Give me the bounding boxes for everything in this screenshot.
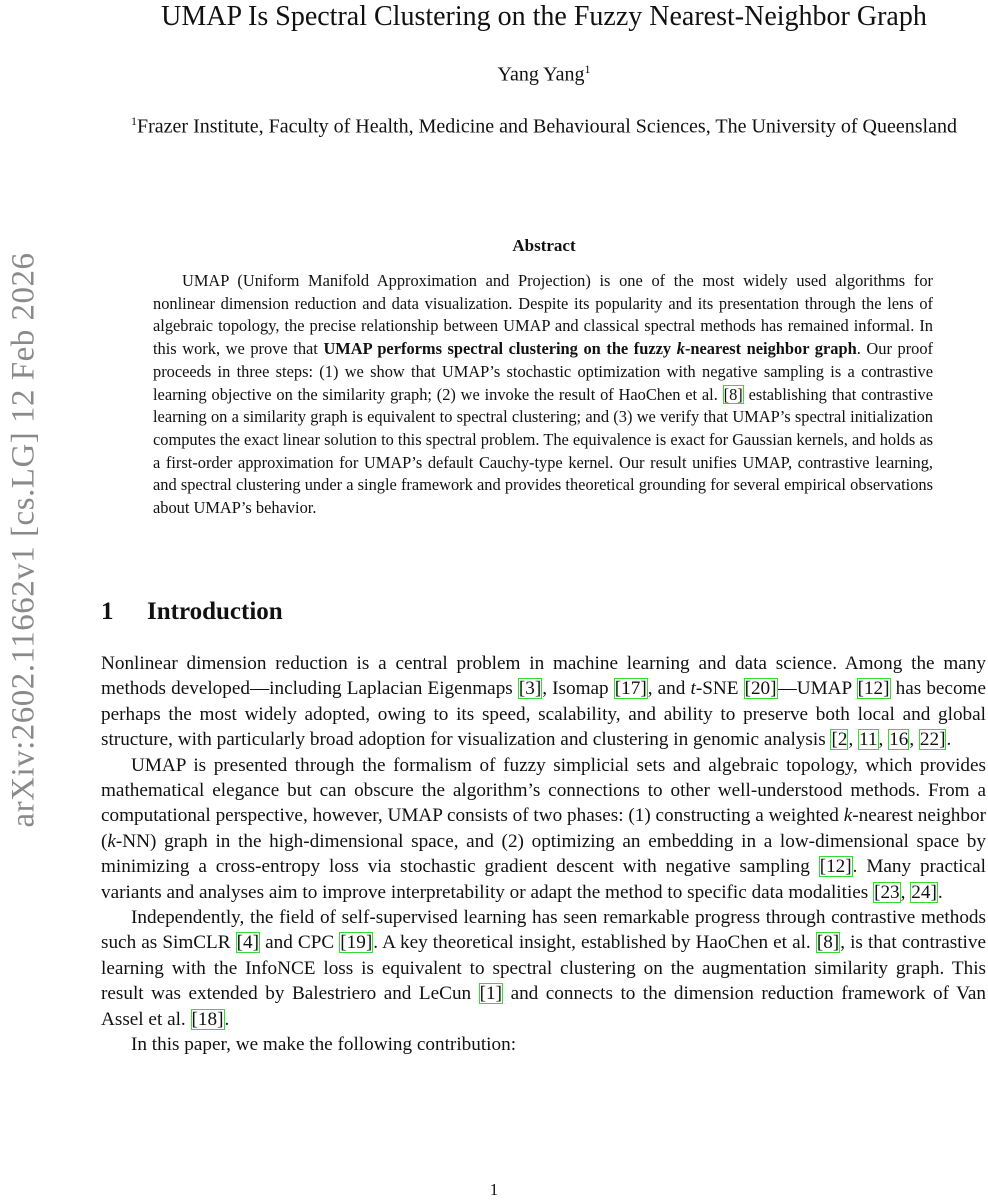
citation-link[interactable]: [19] [340,932,373,954]
citation-link[interactable]: [8] [723,384,743,404]
citation-link[interactable]: [17] [614,678,647,700]
abstract-heading: Abstract [512,236,576,255]
citation-link[interactable]: [1] [479,983,503,1005]
introduction-body [101,651,986,1058]
citation-link[interactable]: [3] [518,678,542,700]
text: , [878,729,889,751]
text: —UMAP [777,678,857,700]
arxiv-sidebar [0,200,48,880]
intro-paragraph-4: In this paper, we make the following contribution: [131,1034,517,1056]
author-affiliation-mark: 1 [584,62,591,76]
citation-link[interactable]: 11 [859,729,878,751]
author-line [100,62,988,87]
citation-link[interactable]: [12] [857,678,890,700]
intro-paragraph-2 [101,753,986,905]
text: and CPC [260,932,340,954]
text: -SNE [695,678,744,700]
citation-link[interactable]: [12] [819,856,852,878]
affiliation-text: Frazer Institute, Faculty of Health, Medicine and Behavioural Sciences, The University of Queensland [137,115,957,138]
section-title: Introduction [147,598,283,625]
math-k: k [107,830,116,852]
abstract-text: . Our proof proceeds in three steps: (1) we show that UMAP’s stochastic optimization with negative sampling is a contrastive learning objective on the similarity graph; (2) we invoke the result of HaoChen et al. [153,339,934,404]
text: , is that contrastive learning with the InfoNCE loss is equivalent to spectral clustering on the augmentation similarity graph. This result was extended by Balestriero and LeCun [101,932,987,1005]
citation-link[interactable]: [8] [816,932,840,954]
text: , Isomap [542,678,614,700]
section-number: 1 [101,598,114,625]
bold-text: UMAP performs spectral clustering on the fuzzy [323,339,677,359]
intro-paragraph-3 [101,905,986,1032]
citation-link[interactable]: [23 [874,881,900,903]
citation-link[interactable]: [20] [744,678,777,700]
text: and connects to the dimension reduction framework of Van Assel et al. [101,983,986,1030]
text: has become perhaps the most widely adopted, owing to its speed, scalability, and ability to preserve both local and global structure, with particularly broad adoption for visualization and clustering in genomic analysis [101,678,986,751]
abstract-bold-claim [323,339,856,358]
citation-link[interactable]: [18] [191,1008,224,1030]
abstract-text: UMAP (Uniform Manifold Approximation and Projection) is one of the most widely used algorithms for nonlinear dimension reduction and data visualization. Despite its popularity and its presentation through the lens of algebraic topology, the precise relationship between UMAP and classical spectral methods has remained informal. In this work, we prove that [153,271,933,359]
text: . [224,1008,230,1030]
text: . A key theoretical insight, established by HaoChen et al. [373,932,816,954]
abstract-body [153,270,933,520]
abstract-text: establishing that contrastive learning on a similarity graph is equivalent to spectral clustering; and (3) we verify that UMAP’s spectral initialization computes the exact linear solution to this spectral problem. The equivalence is exact for Gaussian kernels, and holds as a first-order approximation for UMAP’s default Cauchy-type kernel. Our result unifies UMAP, contrastive learning, and spectral clustering under a single framework and provides theoretical grounding for several empirical observations about UMAP’s behavior. [153,384,933,518]
text: -nearest neighbor ( [101,805,986,852]
affiliation-mark: 1 [131,114,138,128]
paper-title: UMAP Is Spectral Clustering on the Fuzzy Nearest-Neighbor Graph [161,1,927,32]
citation-link[interactable]: 22] [919,729,946,751]
arxiv-identifier: arXiv:2602.11662v1 [cs.LG] 12 Feb 2026 [5,252,42,828]
math-t: t [690,678,696,700]
text: , [909,729,919,751]
abstract-paragraph [153,270,933,520]
bold-text: -nearest neighbor graph [684,339,857,359]
text: . [946,729,952,751]
author-name: Yang Yang [497,63,585,86]
intro-paragraph-1 [101,651,986,753]
citation-link[interactable]: [2 [831,729,848,751]
text: Independently, the field of self-supervised learning has seen remarkable progress through contrastive methods such as SimCLR [101,907,986,954]
text: -NN) graph in the high-dimensional space, and (2) optimizing an embedding in a low-dimensional space by minimizing a cross-entropy loss via stochastic gradient descent with negative sampling [101,830,986,878]
citation-link[interactable]: [4] [236,932,260,954]
text: , [900,881,911,903]
bold-math-k: k [676,339,685,359]
text: UMAP is presented through the formalism of fuzzy simplicial sets and algebraic topology, which provides mathematical elegance but can obscure the algorithm’s connections to other well-understood methods. From a computational perspective, however, UMAP consists of two phases: (1) constructing a weighted [101,754,986,827]
text: , [848,729,859,751]
page-number: 1 [489,1180,499,1199]
text: , and [647,678,691,700]
text: Nonlinear dimension reduction is a central problem in machine learning and data science. Among the many methods developed—including Laplacian Eigenmaps [101,653,986,700]
text: . [937,881,943,903]
text: . Many practical variants and analyses aim to improve interpretability or adapt the method to specific data modalities [101,856,986,903]
affiliation [100,108,988,141]
section-heading [101,598,283,626]
citation-link[interactable]: 24] [911,881,937,903]
math-k: k [843,805,853,827]
citation-link[interactable]: 16 [889,729,909,751]
